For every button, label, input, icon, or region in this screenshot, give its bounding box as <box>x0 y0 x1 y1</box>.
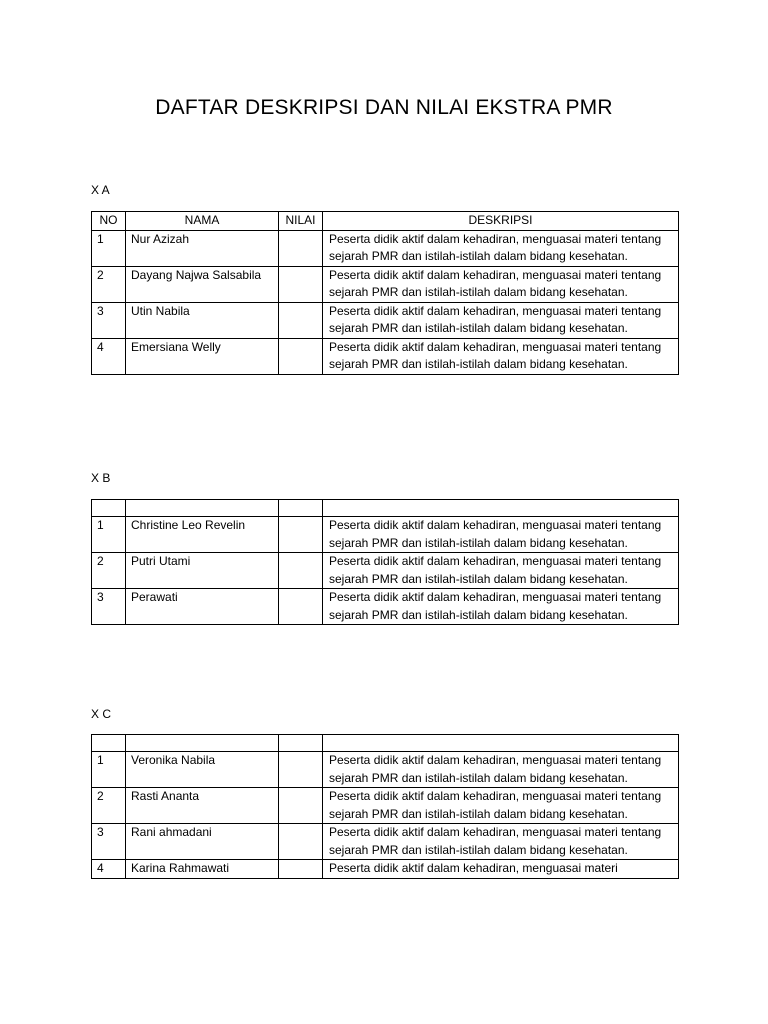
empty-cell <box>126 735 279 752</box>
cell-no: 1 <box>92 517 126 553</box>
table-header-row <box>92 212 679 231</box>
cell-no: 4 <box>92 338 126 374</box>
section-label-xc: X C <box>91 707 112 721</box>
header-nama: NAMA <box>126 212 279 231</box>
empty-cell <box>279 735 323 752</box>
cell-nama: Dayang Najwa Salsabila <box>126 266 279 302</box>
cell-nama: Rasti Ananta <box>126 788 279 824</box>
cell-deskripsi: Peserta didik aktif dalam kehadiran, menguasai materi tentang sejarah PMR dan istilah-istilah dalam bidang kesehatan. <box>323 302 679 338</box>
table-empty-header-row <box>92 500 679 517</box>
cell-no: 2 <box>92 788 126 824</box>
cell-nilai <box>279 517 323 553</box>
cell-deskripsi: Peserta didik aktif dalam kehadiran, menguasai materi tentang sejarah PMR dan istilah-istilah dalam bidang kesehatan. <box>323 553 679 589</box>
table-row <box>92 824 679 860</box>
cell-nilai <box>279 230 323 266</box>
section-label-xb: X B <box>91 471 111 485</box>
cell-nilai <box>279 338 323 374</box>
cell-deskripsi: Peserta didik aktif dalam kehadiran, menguasai materi tentang sejarah PMR dan istilah-istilah dalam bidang kesehatan. <box>323 824 679 860</box>
cell-nama: Putri Utami <box>126 553 279 589</box>
cell-no: 3 <box>92 302 126 338</box>
cell-nama: Veronika Nabila <box>126 752 279 788</box>
cell-nama: Emersiana Welly <box>126 338 279 374</box>
header-deskripsi: DESKRIPSI <box>323 212 679 231</box>
cell-nilai <box>279 752 323 788</box>
cell-nilai <box>279 589 323 625</box>
table-row <box>92 589 679 625</box>
cell-deskripsi: Peserta didik aktif dalam kehadiran, menguasai materi tentang sejarah PMR dan istilah-istilah dalam bidang kesehatan. <box>323 266 679 302</box>
cell-nama: Karina Rahmawati <box>126 860 279 879</box>
cell-no: 2 <box>92 553 126 589</box>
table-xc <box>91 734 679 879</box>
cell-nilai <box>279 266 323 302</box>
table-row <box>92 302 679 338</box>
table-xa <box>91 211 679 375</box>
cell-nama: Christine Leo Revelin <box>126 517 279 553</box>
empty-cell <box>279 500 323 517</box>
cell-deskripsi: Peserta didik aktif dalam kehadiran, menguasai materi tentang sejarah PMR dan istilah-istilah dalam bidang kesehatan. <box>323 752 679 788</box>
cell-deskripsi: Peserta didik aktif dalam kehadiran, menguasai materi tentang sejarah PMR dan istilah-istilah dalam bidang kesehatan. <box>323 230 679 266</box>
table-row <box>92 517 679 553</box>
cell-no: 3 <box>92 589 126 625</box>
header-no: NO <box>92 212 126 231</box>
table-xb <box>91 499 679 625</box>
cell-no: 1 <box>92 752 126 788</box>
cell-no: 2 <box>92 266 126 302</box>
table-row <box>92 266 679 302</box>
table-row <box>92 860 679 879</box>
cell-deskripsi: Peserta didik aktif dalam kehadiran, menguasai materi tentang sejarah PMR dan istilah-istilah dalam bidang kesehatan. <box>323 338 679 374</box>
cell-nama: Rani ahmadani <box>126 824 279 860</box>
cell-nilai <box>279 788 323 824</box>
table-row <box>92 788 679 824</box>
cell-deskripsi: Peserta didik aktif dalam kehadiran, menguasai materi tentang sejarah PMR dan istilah-istilah dalam bidang kesehatan. <box>323 517 679 553</box>
cell-nilai <box>279 860 323 879</box>
section-label-xa: X A <box>91 183 110 197</box>
cell-deskripsi: Peserta didik aktif dalam kehadiran, menguasai materi tentang sejarah PMR dan istilah-istilah dalam bidang kesehatan. <box>323 788 679 824</box>
empty-cell <box>92 735 126 752</box>
cell-no: 1 <box>92 230 126 266</box>
cell-deskripsi: Peserta didik aktif dalam kehadiran, menguasai materi <box>323 860 679 879</box>
table-row <box>92 752 679 788</box>
cell-nama: Perawati <box>126 589 279 625</box>
header-nilai: NILAI <box>279 212 323 231</box>
cell-no: 3 <box>92 824 126 860</box>
empty-cell <box>323 735 679 752</box>
table-row <box>92 338 679 374</box>
cell-nama: Utin Nabila <box>126 302 279 338</box>
cell-nilai <box>279 302 323 338</box>
page-title: DAFTAR DESKRIPSI DAN NILAI EKSTRA PMR <box>155 96 613 119</box>
table-row <box>92 230 679 266</box>
table-row <box>92 553 679 589</box>
cell-nama: Nur Azizah <box>126 230 279 266</box>
table-empty-header-row <box>92 735 679 752</box>
cell-deskripsi: Peserta didik aktif dalam kehadiran, menguasai materi tentang sejarah PMR dan istilah-istilah dalam bidang kesehatan. <box>323 589 679 625</box>
empty-cell <box>92 500 126 517</box>
cell-no: 4 <box>92 860 126 879</box>
empty-cell <box>126 500 279 517</box>
empty-cell <box>323 500 679 517</box>
cell-nilai <box>279 824 323 860</box>
cell-nilai <box>279 553 323 589</box>
